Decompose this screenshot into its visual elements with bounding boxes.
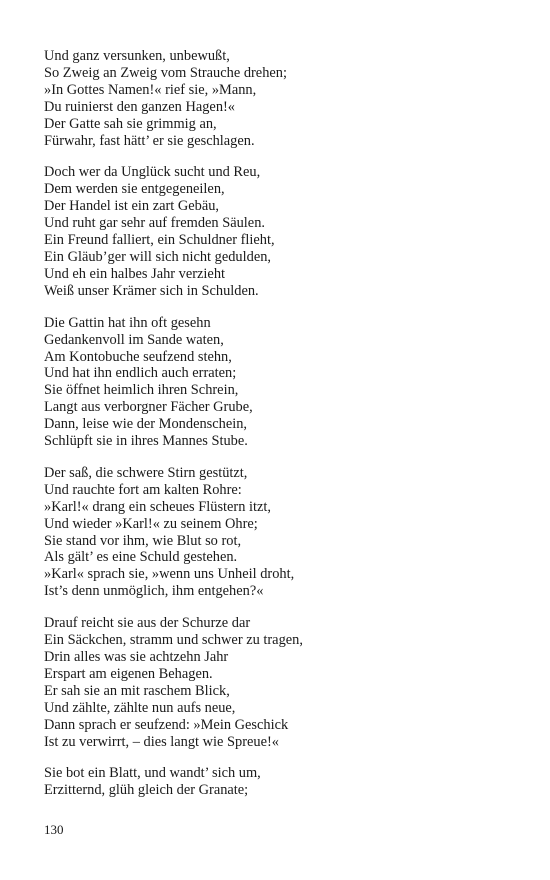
verse-line: Der Handel ist ein zart Gebäu, xyxy=(44,198,220,215)
poem-page xyxy=(44,48,514,814)
verse-line: Ist’s denn unmöglich, ihm entgehen?« xyxy=(44,583,264,600)
verse-line: Der Gatte sah sie grimmig an, xyxy=(44,115,217,132)
page-number: 130 xyxy=(44,822,64,837)
verse-line: Ein Gläub’ger will sich nicht gedulden, xyxy=(44,248,271,265)
verse-line: Sie stand vor ihm, wie Blut so rot, xyxy=(44,532,242,549)
verse-line: Drin alles was sie achtzehn Jahr xyxy=(44,649,229,665)
verse-line: Die Gattin hat ihn oft gesehn xyxy=(44,314,211,331)
verse-line: Am Kontobuche seufzend stehn, xyxy=(44,348,232,365)
verse-line: Und eh ein halbes Jahr verzieht xyxy=(44,265,226,282)
verse-line: Und rauchte fort am kalten Rohre: xyxy=(44,481,242,498)
verse-line: Sie bot ein Blatt, und wandt’ sich um, xyxy=(44,765,261,782)
verse-line: Schlüpft sie in ihres Mannes Stube. xyxy=(44,433,248,450)
verse-line: Langt aus verborgner Fächer Grube, xyxy=(44,399,253,416)
verse-line: Ist zu verwirrt, – dies langt wie Spreue!« xyxy=(44,733,279,750)
stanza-2 xyxy=(44,164,514,299)
verse-line: Dann sprach er seufzend: »Mein Geschick xyxy=(44,716,289,733)
stanza-5 xyxy=(44,615,514,750)
verse-line: Dann, leise wie der Mondenschein, xyxy=(44,416,248,433)
stanza-6 xyxy=(44,765,514,799)
verse-line: Dem werden sie entgegeneilen, xyxy=(44,181,225,198)
verse-line: Und ganz versunken, unbewußt, xyxy=(44,48,230,64)
verse-line: Erzitternd, glüh gleich der Granate; xyxy=(44,782,249,799)
stanza-4 xyxy=(44,465,514,600)
verse-line: »In Gottes Namen!« rief sie, »Mann, xyxy=(44,81,257,98)
verse-line: Weiß unser Krämer sich in Schulden. xyxy=(44,282,259,299)
verse-line: Und wieder »Karl!« zu seinem Ohre; xyxy=(44,515,258,532)
verse-line: Erspart am eigenen Behagen. xyxy=(44,665,213,682)
verse-line: Ein Säckchen, stramm und schwer zu tragen, xyxy=(44,632,303,649)
verse-line: Als gält’ es eine Schuld gestehen. xyxy=(44,549,238,566)
verse-line: Er sah sie an mit raschem Blick, xyxy=(44,682,230,699)
verse-line: »Karl« sprach sie, »wenn uns Unheil droht, xyxy=(44,566,295,583)
verse-line: Der saß, die schwere Stirn gestützt, xyxy=(44,464,248,481)
verse-line: Du ruinierst den ganzen Hagen!« xyxy=(44,98,236,115)
verse-line: Gedankenvoll im Sande waten, xyxy=(44,331,224,348)
verse-line: Und ruht gar sehr auf fremden Säulen. xyxy=(44,215,265,232)
verse-line: Fürwahr, fast hätt’ er sie geschlagen. xyxy=(44,132,255,149)
verse-line: »Karl!« drang ein scheues Flüstern itzt, xyxy=(44,498,271,515)
stanza-1 xyxy=(44,48,514,149)
verse-line: Sie öffnet heimlich ihren Schrein, xyxy=(44,382,239,399)
stanza-3 xyxy=(44,315,514,450)
verse-line: Ein Freund falliert, ein Schuldner flieht, xyxy=(44,232,275,249)
verse-line: So Zweig an Zweig vom Strauche drehen; xyxy=(44,64,287,81)
verse-line: Doch wer da Unglück sucht und Reu, xyxy=(44,164,261,181)
verse-line: Und zählte, zählte nun aufs neue, xyxy=(44,699,236,716)
verse-line: Und hat ihn endlich auch erraten; xyxy=(44,365,237,382)
verse-line: Drauf reicht sie aus der Schurze dar xyxy=(44,615,251,632)
